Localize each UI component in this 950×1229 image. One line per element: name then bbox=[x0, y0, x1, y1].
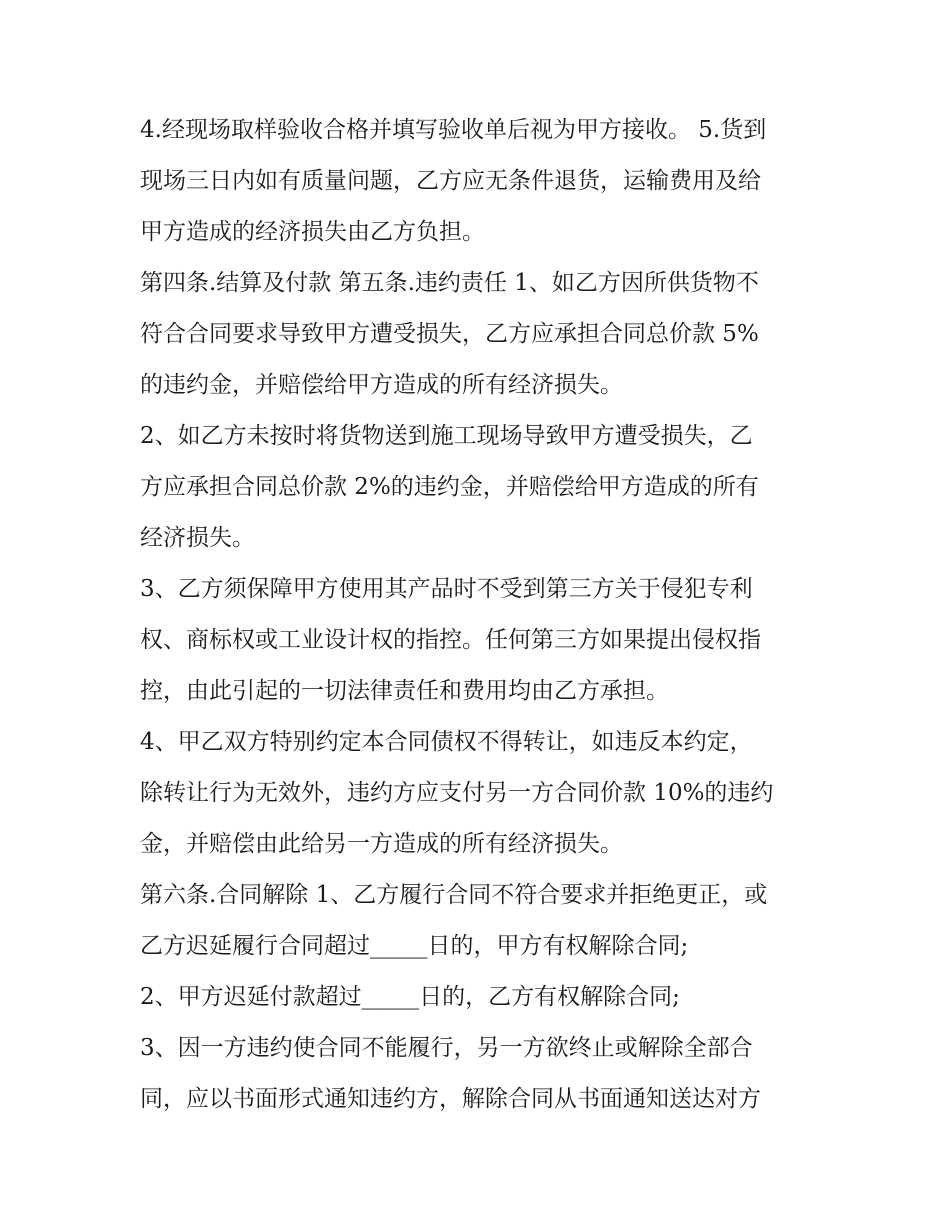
text-line: 控，由此引起的一切法律责任和费用均由乙方承担。 bbox=[140, 678, 669, 704]
text-line: 经济损失。 bbox=[140, 525, 255, 551]
text-line: 3、乙方须保障甲方使用其产品时不受到第三方关于侵犯专利 bbox=[140, 576, 753, 602]
text-line: 乙方迟延履行合同超过_____日的，甲方有权解除合同; bbox=[140, 933, 689, 959]
text-line: 2、甲方迟延付款超过_____日的，乙方有权解除合同; bbox=[140, 984, 680, 1010]
text-line: 方应承担合同总价款 2%的违约金，并赔偿给甲方造成的所有 bbox=[140, 474, 759, 500]
text-line: 现场三日内如有质量问题，乙方应无条件退货，运输费用及给 bbox=[140, 168, 761, 194]
contract-body bbox=[140, 105, 812, 1125]
text-line: 3、因一方违约使合同不能履行，另一方欲终止或解除全部合 bbox=[140, 1035, 753, 1061]
text-line: 权、商标权或工业设计权的指控。任何第三方如果提出侵权指 bbox=[140, 627, 761, 653]
text-line: 甲方造成的经济损失由乙方负担。 bbox=[140, 219, 485, 245]
text-line: 同，应以书面形式通知违约方，解除合同从书面通知送达对方 bbox=[140, 1086, 761, 1112]
text-line: 第六条.合同解除 1、乙方履行合同不符合要求并拒绝更正，或 bbox=[140, 882, 768, 908]
text-line: 4、甲乙双方特别约定本合同债权不得转让，如违反本约定， bbox=[140, 729, 753, 755]
text-line: 金，并赔偿由此给另一方造成的所有经济损失。 bbox=[140, 831, 623, 857]
text-line: 2、如乙方未按时将货物送到施工现场导致甲方遭受损失，乙 bbox=[140, 423, 753, 449]
text-line: 符合合同要求导致甲方遭受损失，乙方应承担合同总价款 5% bbox=[140, 321, 759, 347]
text-line: 的违约金，并赔偿给甲方造成的所有经济损失。 bbox=[140, 372, 623, 398]
text-line: 第四条.结算及付款 第五条.违约责任 1、如乙方因所供货物不 bbox=[140, 270, 759, 296]
text-line: 除转让行为无效外，违约方应支付另一方合同价款 10%的违约 bbox=[140, 780, 774, 806]
text-line: 4.经现场取样验收合格并填写验收单后视为甲方接收。 5.货到 bbox=[140, 117, 767, 143]
